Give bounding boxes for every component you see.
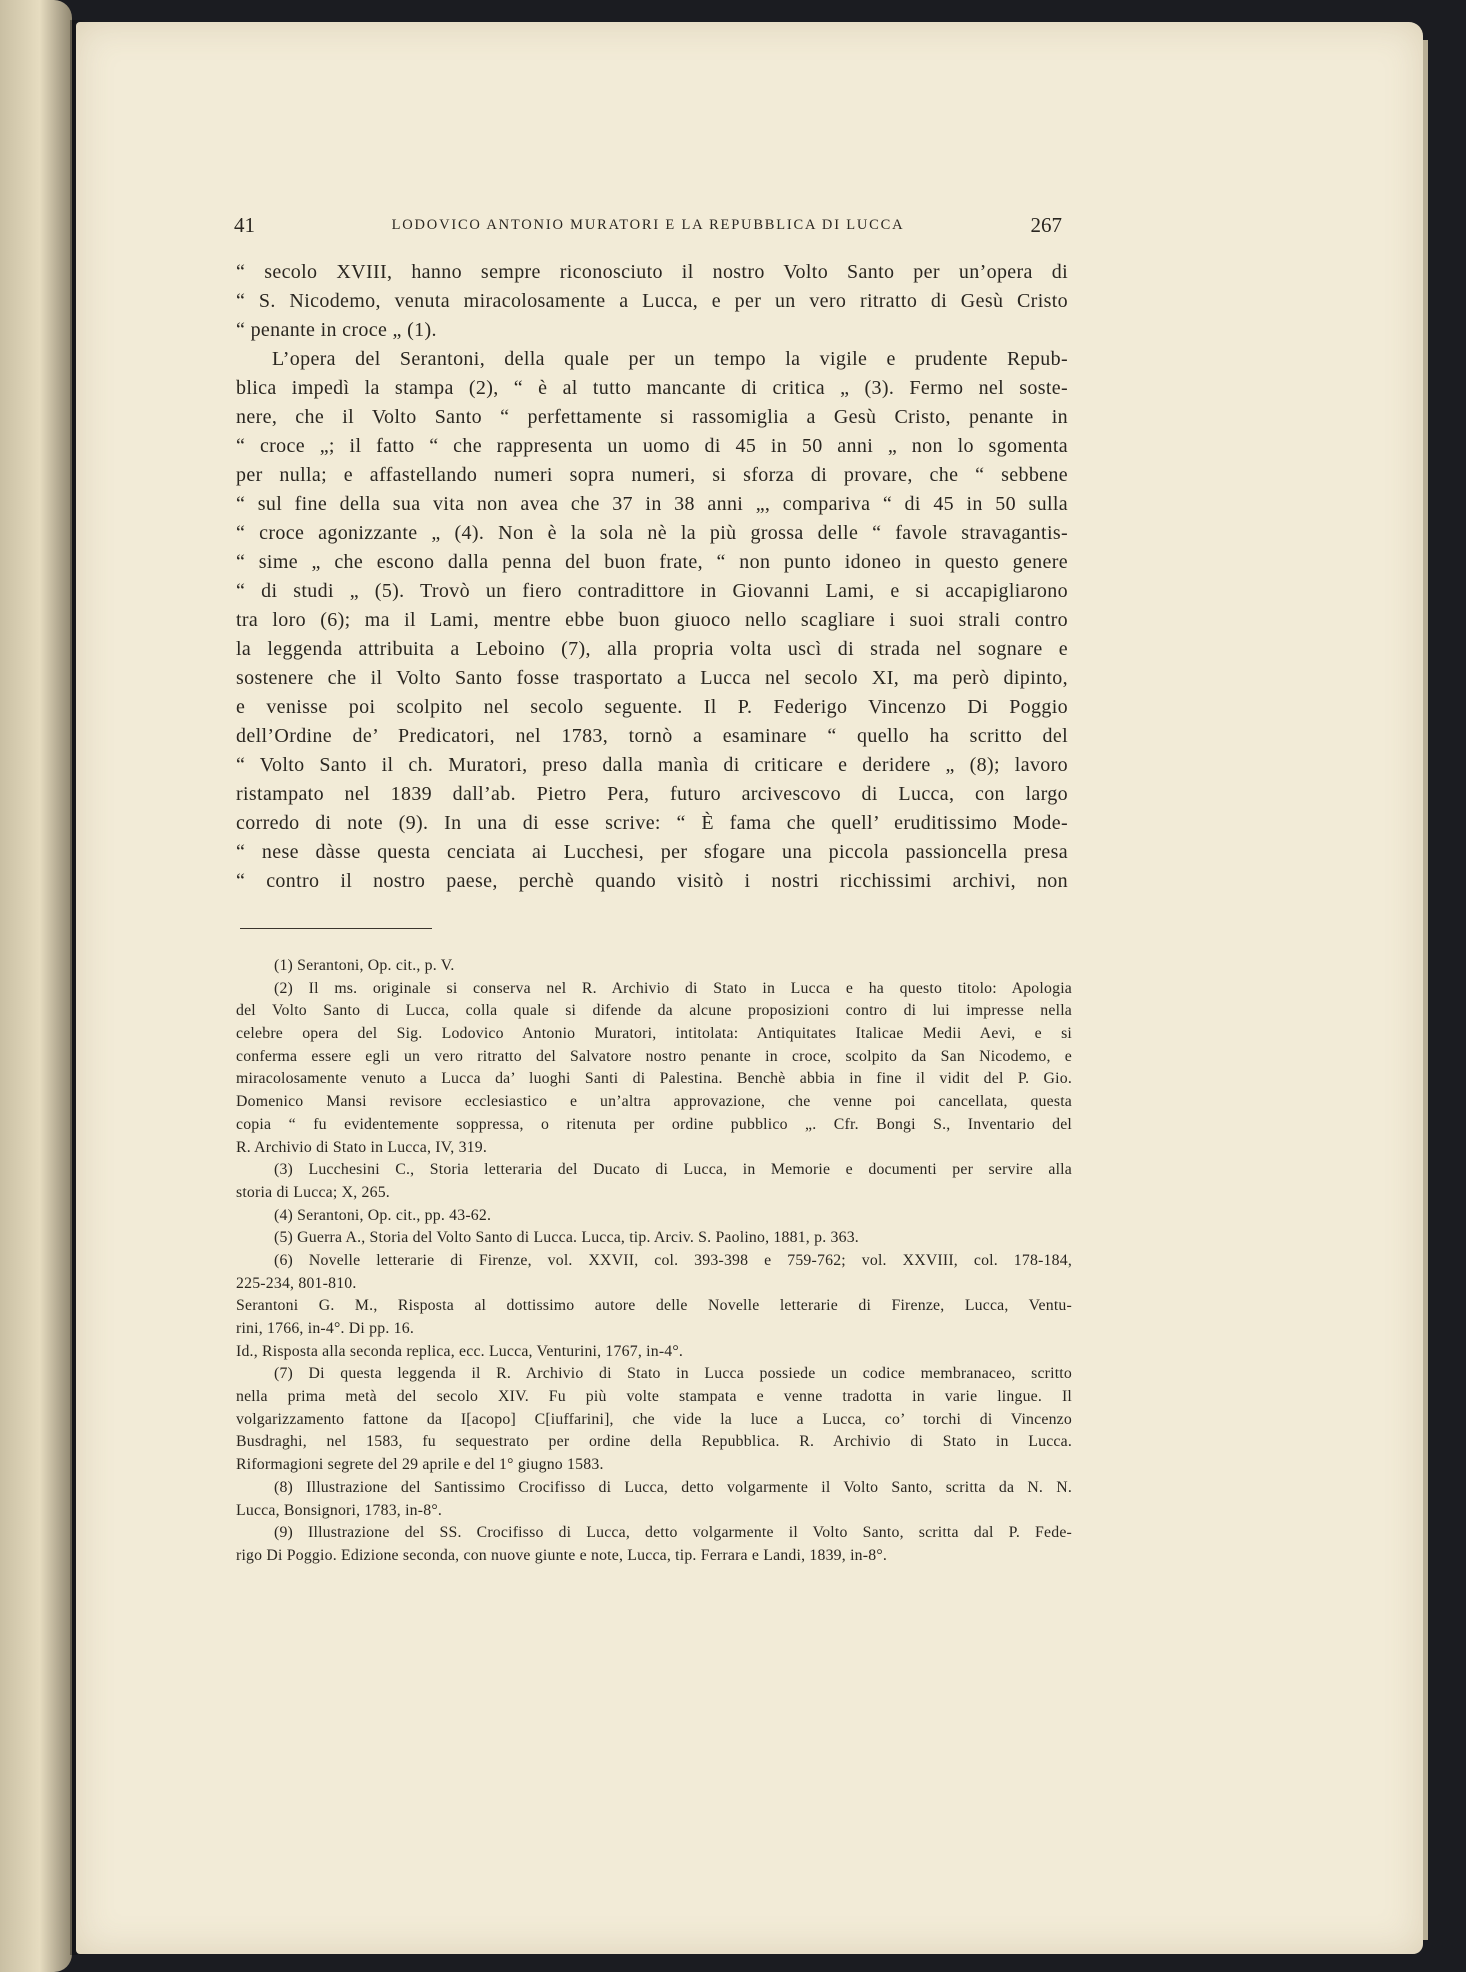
previous-page-edge	[0, 0, 72, 1972]
footnote-line: del Volto Santo di Lucca, colla quale si difende da alcune proposizioni contro di lui impresse nella	[236, 1002, 1072, 1020]
text-line: nere, che il Volto Santo “ perfettamente si rassomiglia a Gesù Cristo, penante in	[236, 406, 1068, 428]
footnote-line: copia “ fu evidentemente soppressa, o ritenuta per ordine pubblico „. Cfr. Bongi S., Inventario del	[236, 1115, 1072, 1133]
text-line: “ croce agonizzante „ (4). Non è la sola nè la più grossa delle “ favole stravagantis-	[236, 522, 1068, 544]
main-text	[236, 258, 1068, 896]
text-line: “ penante in croce „ (1).	[236, 319, 437, 341]
text-line: “ S. Nicodemo, venuta miracolosamente a Lucca, e per un vero ritratto di Gesù Cristo	[236, 290, 1068, 312]
footnote-line: (8) Illustrazione del Santissimo Crocifisso di Lucca, detto volgarmente il Volto Santo, scritta da N. N.	[274, 1478, 1072, 1496]
text-line: tra loro (6); ma il Lami, mentre ebbe buon giuoco nello scagliare i suoi strali contro	[236, 609, 1068, 631]
text-line: ristampato nel 1839 dall’ab. Pietro Pera, futuro arcivescovo di Lucca, con largo	[236, 783, 1068, 805]
footnote-line: volgarizzamento fattone da I[acopo] C[iuffarini], che vide la luce a Lucca, co’ torchi di Vincenzo	[236, 1410, 1072, 1428]
footnote-line: celebre opera del Sig. Lodovico Antonio Muratori, intitolata: Antiquitates Italicae Medii Aevi, e si	[236, 1025, 1072, 1043]
text-line: “ contro il nostro paese, perchè quando visitò i nostri ricchissimi archivi, non	[236, 870, 1068, 892]
text-line: “ croce „; il fatto “ che rappresenta un uomo di 45 in 50 anni „ non lo sgomenta	[236, 435, 1068, 457]
text-line: blica impedì la stampa (2), “ è al tutto mancante di critica „ (3). Fermo nel soste-	[236, 377, 1068, 399]
text-line: corredo di note (9). In una di esse scrive: “ È fama che quell’ eruditissimo Mode-	[236, 812, 1068, 834]
text-line: la leggenda attribuita a Leboino (7), alla propria volta uscì di strada nel sognare e	[236, 638, 1068, 660]
text-line: “ secolo XVIII, hanno sempre riconosciuto il nostro Volto Santo per un’opera di	[236, 261, 1068, 283]
text-line: “ sul fine della sua vita non avea che 37 in 38 anni „, compariva “ di 45 in 50 sulla	[236, 493, 1068, 515]
footnote-line: Id., Risposta alla seconda replica, ecc. Lucca, Venturini, 1767, in-4°.	[236, 1342, 684, 1360]
footnote-line: rini, 1766, in-4°. Di pp. 16.	[236, 1320, 414, 1337]
footnote-line: Busdraghi, nel 1583, fu sequestrato per ordine della Repubblica. R. Archivio di Stato in Lucca.	[236, 1433, 1072, 1451]
footnote-line: R. Archivio di Stato in Lucca, IV, 319.	[236, 1138, 488, 1156]
footnote-line: conferma essere egli un vero ritratto del Salvatore nostro penante in croce, scolpito da San Nicodemo, e	[236, 1047, 1072, 1065]
footnote-line: Lucca, Bonsignori, 1783, in-8°.	[236, 1501, 442, 1519]
footnote-line: Riformagioni segrete del 29 aprile e del 1° giugno 1583.	[236, 1456, 604, 1474]
footnote-line: storia di Lucca; X, 265.	[236, 1183, 390, 1201]
footnote-line: (4) Serantoni, Op. cit., pp. 43-62.	[274, 1206, 492, 1224]
text-line: “ sime „ che escono dalla penna del buon frate, “ non punto idoneo in questo genere	[236, 551, 1068, 573]
text-line: “ Volto Santo il ch. Muratori, preso dalla manìa di criticare e deridere „ (8); lavoro	[236, 754, 1068, 776]
footnote-line: Domenico Mansi revisore ecclesiastico e un’altra approvazione, che venne poi cancellata, questa	[236, 1093, 1072, 1111]
footnote-line: (2) Il ms. originale si conserva nel R. Archivio di Stato in Lucca e ha questo titolo: Apologia	[274, 979, 1072, 997]
page-number: 267	[1030, 213, 1062, 237]
footnote-line: (6) Novelle letterarie di Firenze, vol. XXVII, col. 393-398 e 759-762; vol. XXVIII, col. 178-184,	[274, 1251, 1072, 1269]
text-line: sostenere che il Volto Santo fosse trasportato a Lucca nel secolo XI, ma però dipinto,	[236, 667, 1068, 689]
text-line: “ di studi „ (5). Trovò un fiero contradittore in Giovanni Lami, e si accapigliarono	[236, 580, 1068, 602]
text-line: per nulla; e affastellando numeri sopra numeri, si sforza di provare, che “ sebbene	[236, 464, 1068, 486]
footnote-line: miracolosamente venuto a Lucca da’ luoghi Santi di Palestina. Benchè abbia in fine il vidit del P. Gio.	[236, 1070, 1072, 1088]
footnote-rule	[240, 928, 432, 929]
footnote-line: (3) Lucchesini C., Storia letteraria del Ducato di Lucca, in Memorie e documenti per servire alla	[274, 1161, 1072, 1179]
footnotes	[236, 955, 1072, 1568]
footnote-line: Serantoni G. M., Risposta al dottissimo autore delle Novelle letterarie di Firenze, Lucca, Ventu-	[236, 1297, 1072, 1315]
text-line: dell’Ordine de’ Predicatori, nel 1783, tornò a esaminare “ quello ha scritto del	[236, 725, 1068, 747]
running-head	[234, 213, 1062, 243]
running-title: LODOVICO ANTONIO MURATORI E LA REPUBBLICA DI LUCCA	[391, 217, 905, 233]
text-line: L’opera del Serantoni, della quale per un tempo la vigile e prudente Repub-	[272, 348, 1068, 370]
footnote-line: (1) Serantoni, Op. cit., p. V.	[274, 957, 455, 974]
footnote-line: (9) Illustrazione del SS. Crocifisso di Lucca, detto volgarmente il Volto Santo, scritta dal P. Fede-	[274, 1524, 1072, 1542]
footnote-line: (5) Guerra A., Storia del Volto Santo di Lucca. Lucca, tip. Arciv. S. Paolino, 1881, p. 363.	[274, 1229, 859, 1247]
signature-number: 41	[234, 213, 255, 237]
footnote-line: 225-234, 801-810.	[236, 1274, 357, 1292]
footnote-line: nella prima metà del secolo XIV. Fu più volte stampata e venne tradotta in varie lingue. Il	[236, 1388, 1072, 1406]
footnote-line: (7) Di questa leggenda il R. Archivio di Stato in Lucca possiede un codice membranaceo, scritto	[274, 1365, 1072, 1383]
text-line: “ nese dàsse questa cenciata ai Lucchesi, per sfogare una piccola passioncella presa	[236, 841, 1068, 863]
footnote-line: rigo Di Poggio. Edizione seconda, con nuove giunte e note, Lucca, tip. Ferrara e Landi, 1839, in-8°.	[236, 1546, 887, 1564]
text-line: e venisse poi scolpito nel secolo seguente. Il P. Federigo Vincenzo Di Poggio	[236, 696, 1068, 718]
